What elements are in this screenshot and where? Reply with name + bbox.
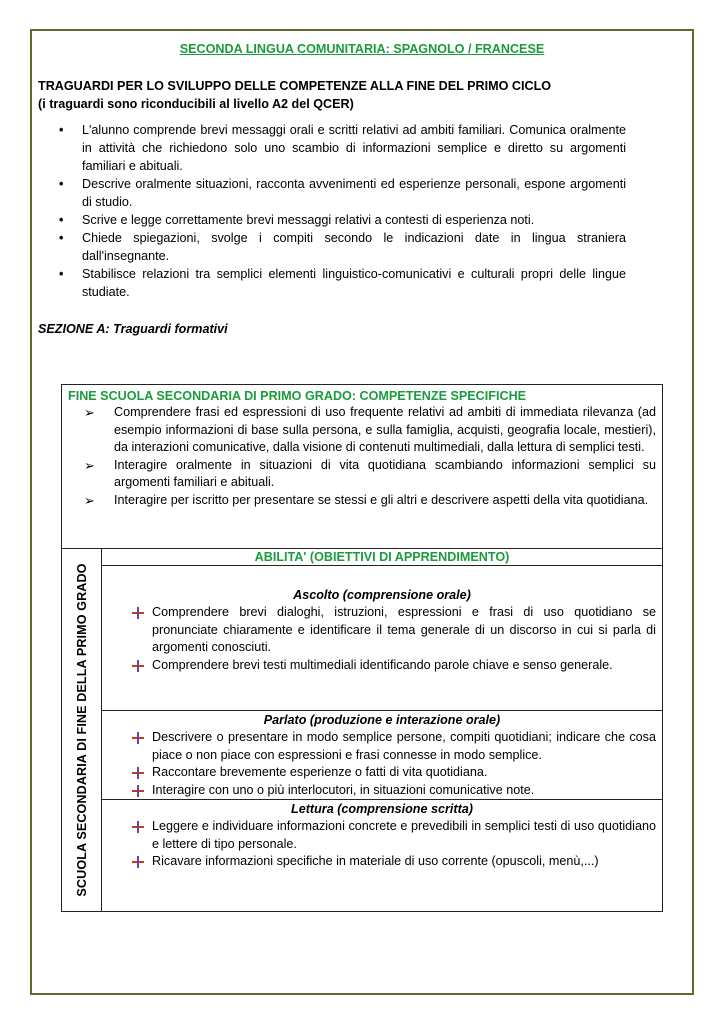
goal-text: Stabilisce relazioni tra semplici elementi linguistico-comunicativi e culturali propri delle lingue studiate.: [82, 267, 626, 299]
arrow-right-icon: ➢: [84, 457, 95, 473]
ascolto-heading: Ascolto (comprensione orale): [293, 588, 471, 602]
competence-text: Interagire per iscritto per presentare se stessi e gli altri e descrivere aspetti della vita quotidiana.: [114, 492, 649, 507]
skill-item: [130, 782, 656, 800]
skill-item: [130, 657, 656, 675]
bullet-icon: •: [59, 231, 64, 245]
goal-item: [58, 121, 626, 175]
skill-item: [130, 604, 656, 657]
skill-text: Descrivere o presentare in modo semplice persone, compiti quotidiani; indicare che cosa piace o non piace con espressioni e frasi connesse in modo semplice.: [152, 730, 656, 762]
plus-icon: [132, 856, 144, 868]
bullet-icon: •: [59, 123, 64, 137]
skill-text: Comprendere brevi testi multimediali identificando parole chiave e senso generale.: [152, 657, 613, 672]
section-label: SEZIONE A: Traguardi formativi: [38, 322, 228, 336]
goal-text: Scrive e legge correttamente brevi messaggi relativi a contesti di esperienza noti.: [82, 213, 535, 227]
competence-item: [84, 492, 656, 510]
competence-item: [84, 404, 656, 457]
skill-text: Interagire con uno o più interlocutori, in situazioni comunicative note.: [152, 782, 535, 797]
parlato-cell: [102, 711, 662, 800]
arrow-right-icon: ➢: [84, 492, 95, 508]
bullet-icon: •: [59, 213, 64, 227]
goal-item: [58, 175, 626, 211]
plus-icon: [132, 732, 144, 744]
bullet-icon: •: [59, 267, 64, 281]
bullet-icon: •: [59, 177, 64, 191]
competences-heading: FINE SCUOLA SECONDARIA DI PRIMO GRADO: COMPETENZE SPECIFICHE: [68, 389, 527, 403]
lettura-cell: [102, 800, 662, 911]
competences-cell: [62, 385, 662, 549]
skill-item: [130, 853, 656, 871]
goal-text: Descrive oralmente situazioni, racconta avvenimenti ed esperienze personali, espone argomenti di studio.: [82, 177, 626, 209]
plus-icon: [132, 785, 144, 797]
skill-text: Comprendere brevi dialoghi, istruzioni, espressioni e frasi di uso quotidiano se pronunciate chiaramente e identificare il tema generale di un discorso in cui si parla di argomenti conosciuti.: [152, 605, 656, 655]
goal-item: [58, 229, 626, 265]
abilities-heading: ABILITA' (OBIETTIVI DI APPRENDIMENTO): [102, 549, 662, 566]
goal-text: Chiede spiegazioni, svolge i compiti secondo le indicazioni date in lingua straniera dall'insegnante.: [82, 231, 626, 263]
objectives-table: [61, 384, 663, 912]
plus-icon: [132, 660, 144, 672]
goal-item: [58, 265, 626, 301]
lettura-list: [102, 818, 662, 871]
skill-text: Raccontare brevemente esperienze o fatti di vita quotidiana.: [152, 765, 488, 780]
goal-item: [58, 211, 626, 229]
competence-text: Comprendere frasi ed espressioni di uso frequente relativi ad ambiti di immediata rilevanza (ad esempio informazioni di base sulla persona, e sulla famiglia, acquisti, geografia locale, mestieri), da interazioni comunicative, dalla visione di contenuti multimediali, dalla lettura di semplici testi.: [114, 405, 656, 455]
parlato-heading: Parlato (produzione e interazione orale): [263, 713, 501, 727]
parlato-list: [102, 729, 662, 799]
competences-list: [84, 404, 656, 510]
skill-item: [130, 818, 656, 853]
skill-item: [130, 729, 656, 764]
side-label-cell: [62, 549, 102, 911]
plus-icon: [132, 607, 144, 619]
plus-icon: [132, 821, 144, 833]
competence-item: [84, 457, 656, 492]
skill-text: Ricavare informazioni specifiche in materiale di uso corrente (opuscoli, menù,...): [152, 854, 599, 869]
goals-heading: TRAGUARDI PER LO SVILUPPO DELLE COMPETENZE ALLA FINE DEL PRIMO CICLO: [38, 79, 552, 93]
goals-subheading: (i traguardi sono riconducibili al livello A2 del QCER): [38, 97, 354, 111]
skill-item: [130, 764, 656, 782]
goal-text: L'alunno comprende brevi messaggi orali e scritti relativi ad ambiti familiari. Comunica oralmente in attività che richiedono solo uno scambio di informazioni semplice e diretto su argomenti familiari e abituali.: [82, 123, 626, 173]
ascolto-list: [102, 604, 662, 674]
goals-list: [58, 121, 626, 301]
side-label: SCUOLA SECONDARIA DI FINE DELLA PRIMO GRADO: [74, 563, 89, 897]
competence-text: Interagire oralmente in situazioni di vita quotidiana scambiando informazioni semplici su argomenti familiari e abituali.: [114, 457, 656, 490]
skill-text: Leggere e individuare informazioni concrete e prevedibili in semplici testi di uso quotidiano e lettere di tipo personale.: [152, 819, 656, 851]
plus-icon: [132, 767, 144, 779]
arrow-right-icon: ➢: [84, 405, 95, 420]
goals-heading-block: [38, 77, 551, 113]
document-title: SECONDA LINGUA COMUNITARIA: SPAGNOLO / FRANCESE: [179, 42, 545, 56]
lettura-heading: Lettura (comprensione scritta): [291, 802, 473, 816]
ascolto-cell: [102, 566, 662, 711]
